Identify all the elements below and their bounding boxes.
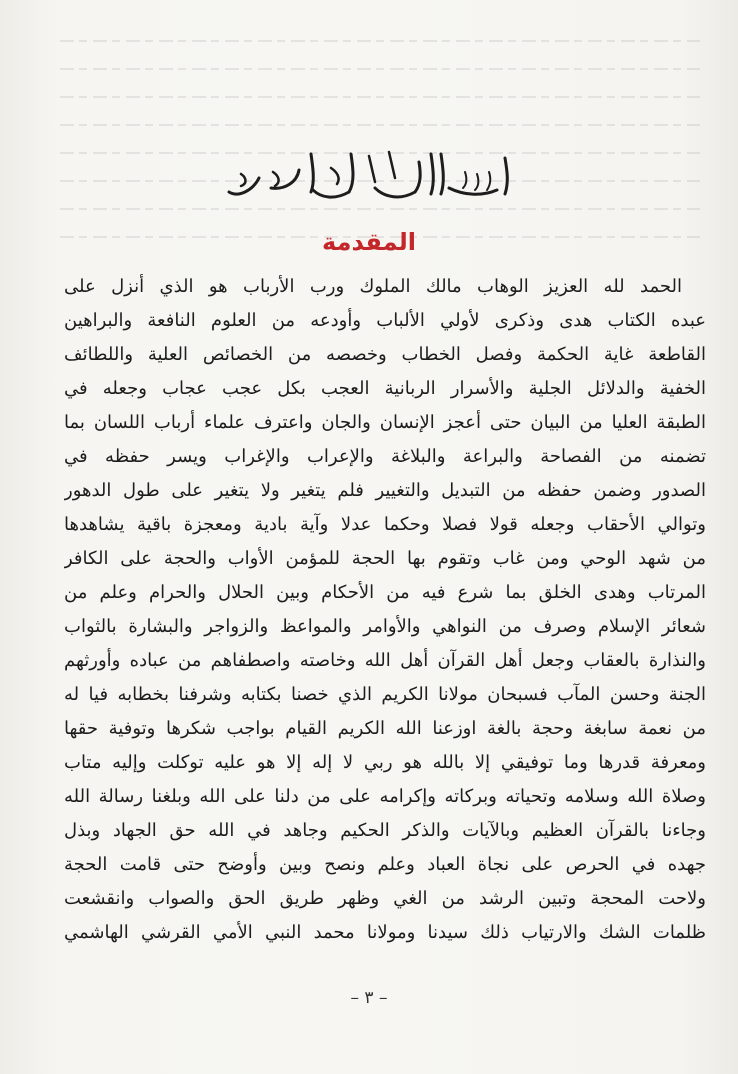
text-line: القاطعة غاية الحكمة وفصل الخطاب وخصصه من الخصائص العلية واللطائف: [64, 344, 706, 365]
text-line: الصدور وضمن حفظه من التبديل والتغيير فلم يتغير ولا يتغير على طول الدهور: [64, 480, 706, 501]
text-line: ومعرفة قدرها وما توفيقي إلا بالله هو ربي لا إله إلا هو عليه توكلت وإليه متاب: [64, 752, 706, 773]
text-line: الجنة وحسن المآب فسبحان مولانا الكريم الذي خصنا بكتابه وشرفنا بخطابه فيا له: [64, 684, 706, 705]
text-line: جهده في الحرص على نجاة العباد وعلم ونصح وبين وأوضح حتى قامت الحجة: [64, 854, 706, 875]
text-line: شعائر الإسلام وصرف من النواهي والأوامر والمواعظ والزواجر والبشارة بالثواب: [64, 616, 706, 637]
text-line: المرتاب وهدى الخلق بما شرع فيه من الأحكام وبين الحلال والحرام وعلم من: [64, 582, 706, 603]
text-line: عبده الكتاب هدى وذكرى لأولي الألباب وأودعه من العلوم النافعة والبراهين: [64, 310, 706, 331]
text-line: والنذارة بالعقاب وجعل أهل القرآن أهل الله وخاصته واصطفاهم من عباده وأورثهم: [64, 650, 706, 671]
text-line: ظلمات الشك والارتياب ذلك سيدنا ومولانا محمد النبي الأمي القرشي الهاشمي: [64, 922, 706, 943]
text-line: من شهد الوحي ومن غاب وتقوم بها الحجة للمؤمن الأواب والحجة على الكافر: [64, 548, 706, 569]
page-number: – ٣ –: [350, 988, 388, 1008]
basmala-text: بسم الله الرحمن الرحيم: [363, 212, 375, 213]
text-line: الخفية والدلائل الجلية والأسرار الربانية العجب بكل عجب عجاب وجعله في: [64, 378, 706, 399]
text-line: من نعمة سابغة وحجة بالغة اوزعنا الله الكريم القيام بواجب شكرها وتوفية حقها: [64, 718, 706, 739]
text-line: الحمد لله العزيز الوهاب مالك الملوك ورب الأرباب هو الذي أنزل على: [64, 276, 682, 297]
basmala-calligraphy: [219, 148, 519, 214]
text-line: تضمنه من الفصاحة والبراعة والبلاغة والإعراب والإغراب ويسر حفظه في: [64, 446, 706, 467]
text-line: وتوالي الأحقاب وجعله قولا فصلا وحكما عدلا وآية بادية ومعجزة باقية يشاهدها: [64, 514, 706, 535]
text-line: وجاءنا بالقرآن العظيم وبالآيات والذكر الحكيم وجاهد في الله حق الجهاد وبذل: [64, 820, 706, 841]
text-line: الطبقة العليا من البيان حتى أعجز الإنسان والجان واعترف علماء أرباب اللسان بما: [64, 412, 706, 433]
text-line: ولاحت المحجة وتبين الرشد من الغي وظهر طريق الحق والصواب وانقشعت: [64, 888, 706, 909]
body-paragraph: [64, 270, 706, 950]
text-line: وصلاة الله وسلامه وتحياته وبركاته وإكرامه على من دلنا على الله وبلغنا رسالة الله: [64, 786, 706, 807]
chapter-title: المقدمة: [322, 228, 416, 256]
